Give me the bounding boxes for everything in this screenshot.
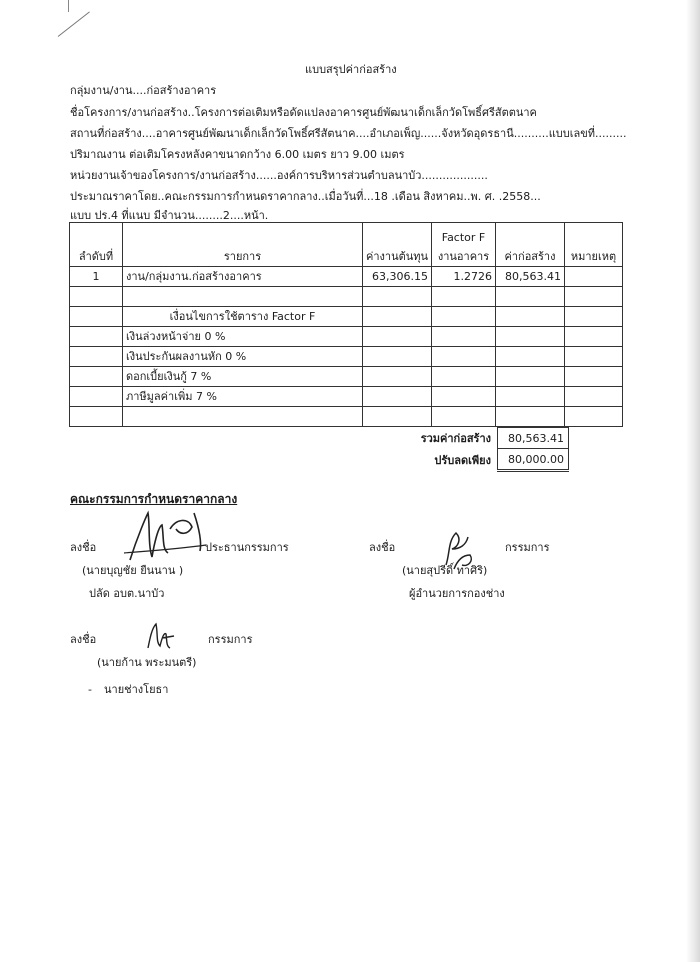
chair-role: ประธานกรรมการ (205, 541, 289, 554)
sign-label-chair: ลงชื่อ (70, 541, 97, 554)
empty-cell (70, 387, 123, 407)
empty-cell (70, 287, 123, 307)
empty-cell (363, 307, 432, 327)
empty-cell (565, 327, 623, 347)
header-factor-bottom: งานอาคาร (437, 250, 490, 263)
sign-label-member1: ลงชื่อ (369, 541, 396, 554)
adjusted-label: ปรับลดเพียง (434, 453, 491, 467)
empty-cell (70, 347, 123, 367)
empty-cell (565, 367, 623, 387)
row-remark (565, 267, 623, 287)
member1-name: (นายสุปรีดิ์ ทาศิริ) (402, 564, 488, 577)
row-factor: 1.2726 (432, 267, 496, 287)
document-title: แบบสรุปค่าก่อสร้าง (305, 63, 397, 76)
total-label: รวมค่าก่อสร้าง (420, 432, 491, 445)
project-line: ชื่อโครงการ/งานก่อสร้าง..โครงการต่อเติมหรือดัดแปลงอาคารศูนย์พัฒนาเด็กเล็กวัดโพธิ์ศรีสัตตนาค (70, 106, 537, 119)
empty-cell (70, 307, 123, 327)
empty-cell (363, 407, 432, 427)
row-cost: 63,306.15 (363, 267, 432, 287)
conditions-title: เงื่อนไขการใช้ตาราง Factor F (123, 307, 363, 327)
chair-name: (นายบุญชัย ยืนนาน ) (82, 564, 184, 577)
empty-cell (363, 367, 432, 387)
scan-pen-mark (58, 11, 90, 36)
condition-interest: ดอกเบี้ยเงินกู้ 7 % (123, 367, 363, 387)
empty-cell (123, 407, 363, 427)
empty-cell (496, 287, 565, 307)
empty-cell (432, 387, 496, 407)
adjusted-value: 80,000.00 (498, 449, 569, 471)
header-construct: ค่าก่อสร้าง (496, 223, 565, 267)
member2-position: นายช่างโยธา (104, 683, 169, 696)
summary-total-row (363, 428, 569, 449)
condition-guarantee: เงินประกันผลงานหัก 0 % (123, 347, 363, 367)
row-no: 1 (70, 267, 123, 287)
table-row (70, 407, 623, 427)
empty-cell (496, 387, 565, 407)
member2-name: (นายก้าน พระมนตรี) (97, 656, 197, 669)
sign-label-member2: ลงชื่อ (70, 633, 97, 646)
empty-cell (565, 387, 623, 407)
member1-position: ผู้อำนวยการกองช่าง (409, 587, 505, 600)
empty-cell (123, 287, 363, 307)
header-factor (432, 223, 496, 267)
cost-summary-table (69, 222, 623, 427)
empty-cell (496, 327, 565, 347)
empty-cell (363, 287, 432, 307)
empty-cell (363, 347, 432, 367)
table-row (70, 347, 623, 367)
dash-mark: - (88, 683, 92, 696)
row-construct: 80,563.41 (496, 267, 565, 287)
condition-vat: ภาษีมูลค่าเพิ่ม 7 % (123, 387, 363, 407)
scan-pen-mark (68, 0, 69, 12)
committee-heading: คณะกรรมการกำหนดราคากลาง (70, 492, 238, 506)
empty-cell (565, 307, 623, 327)
empty-cell (70, 327, 123, 347)
empty-cell (565, 287, 623, 307)
header-no: ลำดับที่ (70, 223, 123, 267)
header-remark: หมายเหตุ (565, 223, 623, 267)
row-item: งาน/กลุ่มงาน.ก่อสร้างอาคาร (123, 267, 363, 287)
summary-adjusted-row (363, 449, 569, 471)
header-item: รายการ (123, 223, 363, 267)
empty-cell (432, 407, 496, 427)
header-cost: ค่างานต้นทุน (363, 223, 432, 267)
empty-cell (496, 307, 565, 327)
empty-cell (432, 307, 496, 327)
chair-position: ปลัด อบต.นาบัว (89, 587, 165, 600)
estimate-line: ประมาณราคาโดย..คณะกรรมการกำหนดราคากลาง..เมื่อวันที่...18 .เดือน สิงหาคม..พ. ศ. .2558... (70, 190, 541, 203)
empty-cell (432, 327, 496, 347)
total-value: 80,563.41 (498, 428, 569, 449)
table-header-row (70, 223, 623, 267)
header-factor-top: Factor F (441, 231, 486, 244)
empty-cell (432, 367, 496, 387)
table-row (70, 327, 623, 347)
empty-cell (363, 387, 432, 407)
empty-cell (432, 347, 496, 367)
scan-shadow-edge (686, 0, 700, 962)
table-row (70, 367, 623, 387)
empty-cell (70, 367, 123, 387)
member1-role: กรรมการ (505, 541, 550, 554)
empty-cell (565, 407, 623, 427)
quantity-line: ปริมาณงาน ต่อเติมโครงหลังคาขนาดกว้าง 6.00 เมตร ยาว 9.00 เมตร (70, 148, 405, 161)
table-row (70, 387, 623, 407)
signature-member2 (140, 620, 180, 654)
empty-cell (70, 407, 123, 427)
group-line: กลุ่มงาน/งาน....ก่อสร้างอาคาร (70, 84, 217, 97)
location-line: สถานที่ก่อสร้าง....อาคารศูนย์พัฒนาเด็กเล็กวัดโพธิ์ศรีสัตนาค....อำเภอเพ็ญ......จังหวัดอุดรธานี..........แบบเลขที่......... (70, 127, 627, 140)
empty-cell (565, 347, 623, 367)
empty-cell (363, 327, 432, 347)
table-row (70, 267, 623, 287)
empty-cell (496, 367, 565, 387)
empty-cell (432, 287, 496, 307)
form-line: แบบ ปร.4 ที่แนบ มีจำนวน........2....หน้า. (70, 209, 269, 222)
member2-role: กรรมการ (208, 633, 253, 646)
table-row (70, 307, 623, 327)
summary-table (363, 427, 569, 472)
condition-advance: เงินล่วงหน้าจ่าย 0 % (123, 327, 363, 347)
empty-cell (496, 407, 565, 427)
empty-cell (496, 347, 565, 367)
owner-line: หน่วยงานเจ้าของโครงการ/งานก่อสร้าง......องค์การบริหารส่วนตำบลนาบัว................... (70, 169, 488, 182)
table-row (70, 287, 623, 307)
